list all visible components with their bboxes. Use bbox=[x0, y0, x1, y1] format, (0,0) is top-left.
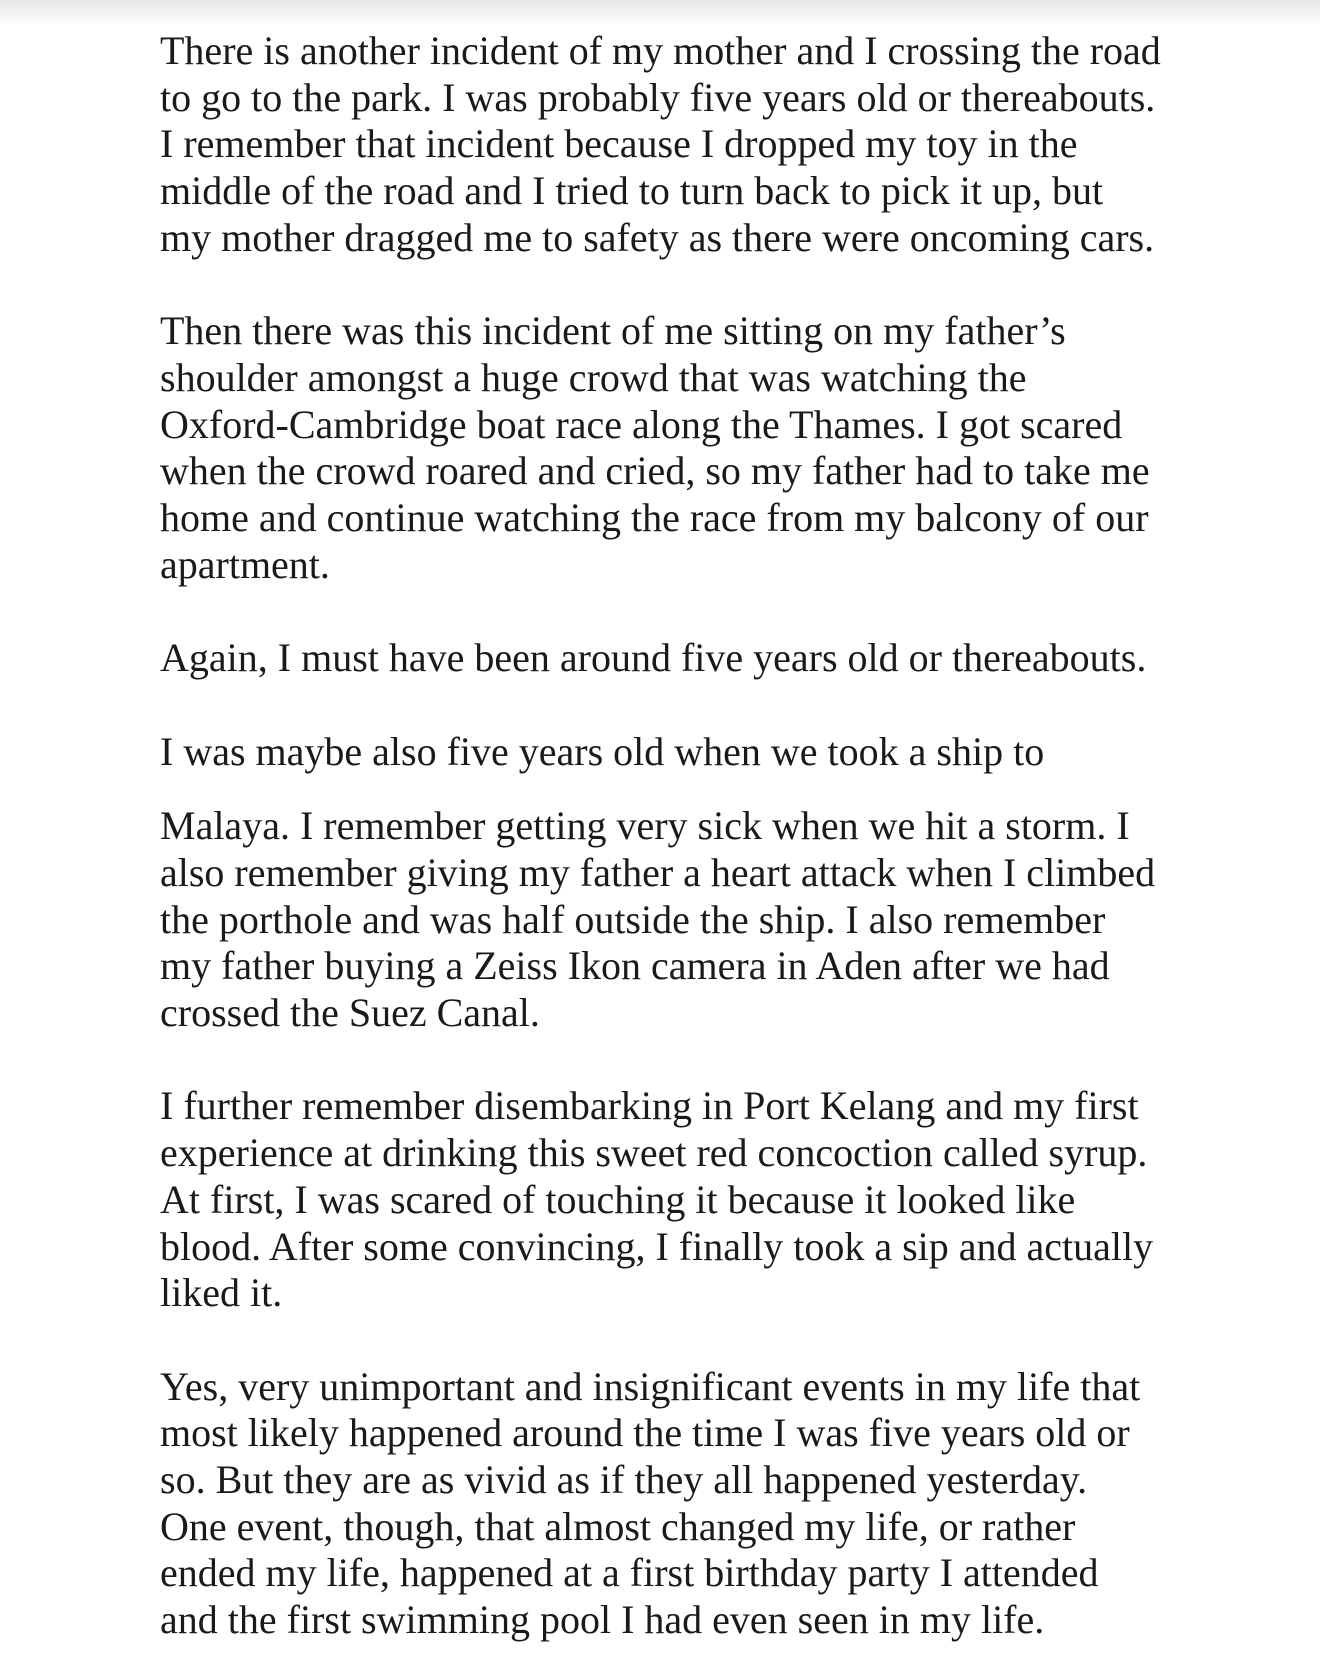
paragraph-5 bbox=[160, 803, 1290, 1037]
text-line: At first, I was scared of touching it because it looked like bbox=[160, 1176, 1076, 1222]
text-line: liked it. bbox=[160, 1270, 283, 1316]
text-line: Malaya. I remember getting very sick when we hit a storm. I bbox=[160, 803, 1130, 849]
text-line: when the crowd roared and cried, so my father had to take me bbox=[160, 448, 1150, 494]
text-line: blood. After some convincing, I finally took a sip and actually bbox=[160, 1223, 1154, 1269]
paragraph-7 bbox=[160, 1364, 1290, 1644]
text-line: to go to the park. I was probably five years old or thereabouts. bbox=[160, 74, 1156, 120]
text-line: home and continue watching the race from my balcony of our bbox=[160, 495, 1149, 541]
top-shadow bbox=[0, 0, 1320, 26]
text-line: Again, I must have been around five years old or thereabouts. bbox=[160, 635, 1147, 681]
text-line: crossed the Suez Canal. bbox=[160, 990, 540, 1036]
document-page bbox=[160, 28, 1290, 1644]
text-line: middle of the road and I tried to turn back to pick it up, but bbox=[160, 168, 1104, 214]
text-line: I remember that incident because I dropped my toy in the bbox=[160, 121, 1078, 167]
paragraph-3 bbox=[160, 635, 1290, 682]
text-line: apartment. bbox=[160, 541, 330, 587]
text-line: I further remember disembarking in Port Kelang and my first bbox=[160, 1083, 1139, 1129]
text-line: Then there was this incident of me sitting on my father’s bbox=[160, 308, 1066, 354]
text-line: shoulder amongst a huge crowd that was watching the bbox=[160, 354, 1027, 400]
text-line: most likely happened around the time I was five years old or bbox=[160, 1410, 1130, 1456]
text-line: Yes, very unimportant and insignificant events in my life that bbox=[160, 1363, 1141, 1409]
text-line: the porthole and was half outside the ship. I also remember bbox=[160, 896, 1106, 942]
text-line: ended my life, happened at a first birthday party I attended bbox=[160, 1550, 1099, 1596]
text-line: my mother dragged me to safety as there were oncoming cars. bbox=[160, 214, 1155, 260]
text-line: my father buying a Zeiss Ikon camera in Aden after we had bbox=[160, 943, 1110, 989]
text-line: There is another incident of my mother and I crossing the road bbox=[160, 28, 1161, 73]
text-line: experience at drinking this sweet red concoction called syrup. bbox=[160, 1130, 1148, 1176]
paragraph-6 bbox=[160, 1083, 1290, 1317]
text-line: One event, though, that almost changed my life, or rather bbox=[160, 1503, 1076, 1549]
paragraph-2 bbox=[160, 308, 1290, 588]
text-line: and the first swimming pool I had even seen in my life. bbox=[160, 1597, 1045, 1643]
text-line: so. But they are as vivid as if they all happened yesterday. bbox=[160, 1457, 1088, 1503]
text-line: also remember giving my father a heart attack when I climbed bbox=[160, 849, 1156, 895]
text-line: I was maybe also five years old when we took a ship to bbox=[160, 728, 1045, 774]
paragraph-1 bbox=[160, 28, 1290, 262]
text-line: Oxford-Cambridge boat race along the Thames. I got scared bbox=[160, 401, 1123, 447]
paragraph-4 bbox=[160, 729, 1290, 776]
